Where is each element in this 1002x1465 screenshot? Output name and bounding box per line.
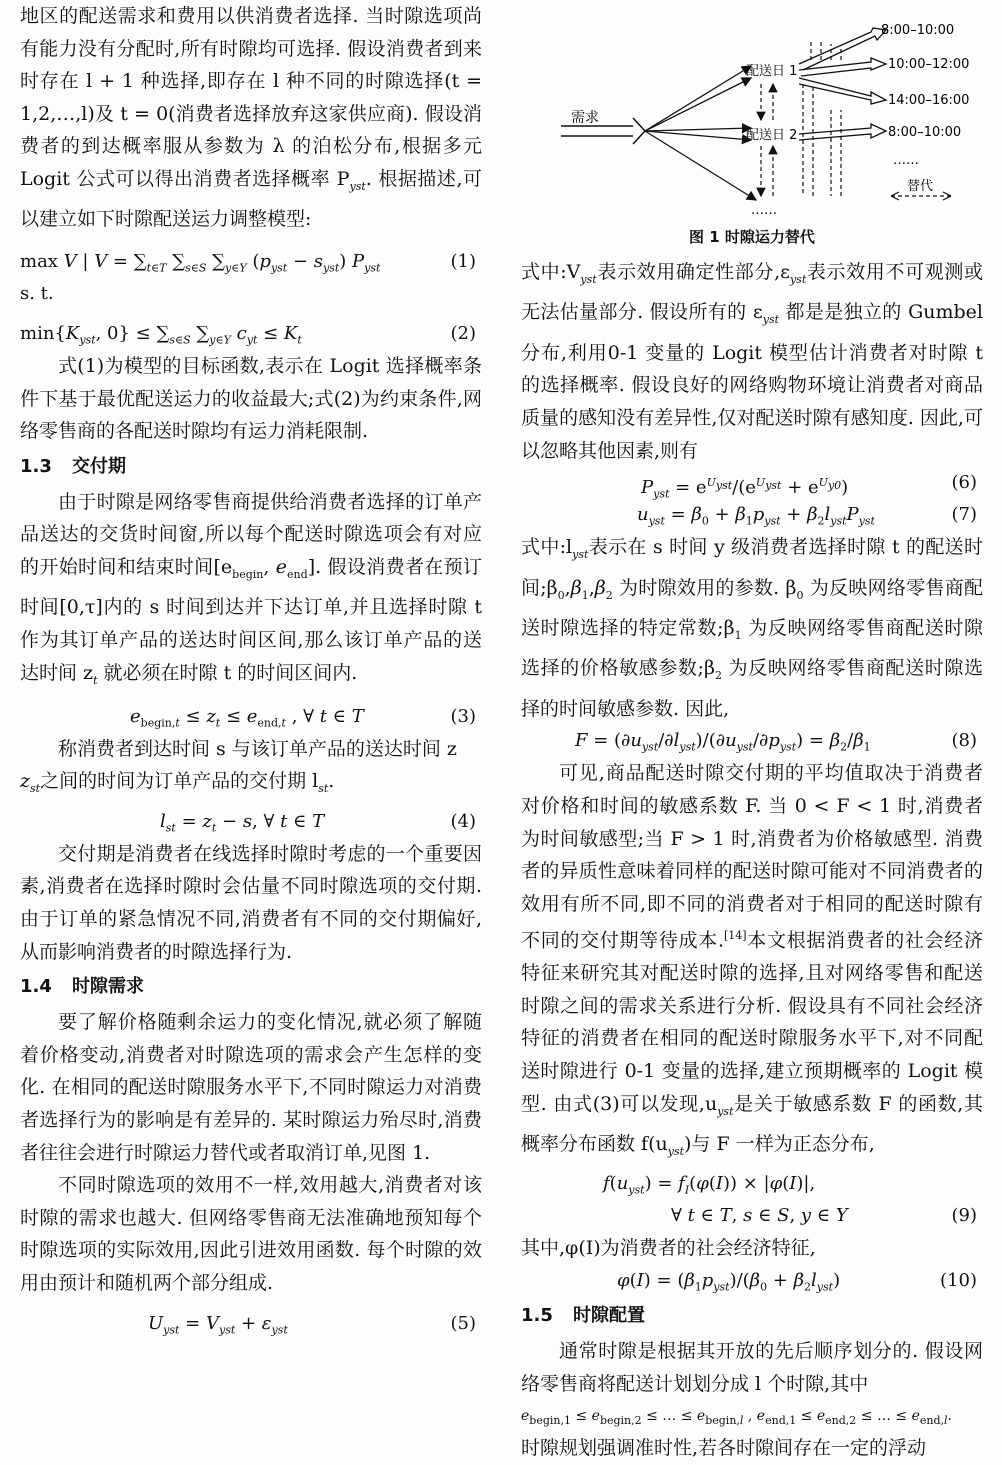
equation-number: (3) (450, 705, 476, 727)
equation-number: (7) (951, 504, 977, 526)
paragraph: 时隙规划强调准时性,若各时隙间存在一定的浮动 (521, 1437, 927, 1460)
left-column (20, 0, 482, 1340)
equation-number: (10) (940, 1269, 977, 1291)
paragraph: 通常时隙是根据其开放的先后顺序划分的. 假设网络零售商将配送计划划分成 l 个时隙,其中 (521, 1339, 983, 1395)
equation-number: (8) (951, 730, 977, 752)
slot-arrows (799, 28, 886, 140)
equation-10: $\varphi(I) = (\beta_1p_{yst})/(\beta_0 + \beta_2l_{yst})$ (10) (521, 1265, 983, 1297)
equation-number: (5) (450, 1312, 476, 1334)
paragraph: 式中$:l_{yst}$表示在 s 时间 y 级消费者选择时隙 t 的配送时间$;\beta_0,\beta_1,\beta_2$ 为时隙效用的参数. $\beta_0$ 为反映网络零售商配送时隙选择的特定常数$;\beta_1$ 为反映网络零售商配送时隙选择的价格敏感参数$;\beta_2$ 为反映网络零售商配送时隙选择的时间敏感参数. 因此, (521, 536, 984, 720)
paragraph: 称消费者到达时间 s 与该订单产品的送达时间 z $z_{st}$之间的时间为订单产品的交付期 $l_{st}$. (20, 737, 457, 796)
demand-arrow (561, 109, 645, 144)
paragraph: 式(1)为模型的目标函数,表示在 Logit 选择概率条件下基于最优配送运力的收益最大;式(2)为约束条件,网络零售商的各配送时隙均有运力消耗限制. (20, 354, 482, 443)
right-column (521, 0, 983, 1465)
paragraph: 要了解价格随剩余运力的变化情况,就必须了解随着价格变动,消费者对时隙选项的需求会产生怎样的变化. 在相同的配送时隙服务水平下,不同时隙运力对消费者选择行为的影响是有差异的. 某时隙运力殆尽时,消费者往往会进行时隙运力替代或者取消订单,见图 1. (20, 1011, 482, 1164)
paragraph: 地区的配送需求和费用以供消费者选择. 当时隙选项尚有能力没有分配时,所有时隙均可选择. 假设消费者到来时存在 l + 1 种选择,即存在 l 种不同的时隙选择(t = 1,2,…,l)及 t = 0(消费者选择放弃这家供应商). 假设消费者的到达概率服从参数为 λ 的泊松分布,根据多元 Logit 公式可以得出消费者选择概率 $P_{yst}$. 根据描述,可以建立如下时隙配送运力调整模型: (20, 5, 483, 231)
equation-4: $l_{st} = z_t - s$, ∀ t ∈ T (4) (20, 806, 482, 838)
slot-substitution-diagram (541, 0, 971, 220)
substitution-legend (891, 179, 951, 200)
slot-label: 8:00–10:00 (888, 125, 962, 140)
paragraph: 其中,φ(I)为消费者的社会经济特征, (521, 1237, 816, 1260)
delivery-day-2-label: 配送日 2 (746, 128, 798, 143)
ellipsis: …… (751, 203, 777, 218)
paragraph: 不同时隙选项的效用不一样,效用越大,消费者对该时隙的需求也越大. 但网络零售商无法准确地预知每个时隙选项的实际效用,因此引进效用函数. 每个时隙的效用由预计和随机两个部分组成. (20, 1174, 482, 1294)
equation-number: (2) (450, 322, 476, 344)
slot-label: 10:00–12:00 (888, 57, 970, 72)
substitute-label: 替代 (907, 179, 934, 194)
branch-lines (645, 66, 756, 200)
paragraph: 由于时隙是网络零售商提供给消费者选择的订单产品送达的交货时间窗,所以每个配送时隙选项会有对应的开始时间和结束时间[$e_{begin}$, $e_{end}$]. 假设消费者在预订时间[0,τ]内的 s 时间到达并下达订单,并且选择时隙 t 作为其订单产品的送达时间区间,那么该订单产品的送达时间 $z_t$ 就必须在时隙 t 的时间区间内. (20, 490, 482, 687)
equation-5: $U_{yst} = V_{yst} + \varepsilon_{yst}$ (5) (20, 1308, 482, 1340)
section-heading-1-3: 1.3 交付期 (20, 455, 126, 477)
inline-equation: $e_{begin,1} \le e_{begin,2}$ ≤ … ≤ $e_{begin,l}$ , $e_{end,1} \le e_{end,2}$ ≤ … ≤ $e_{end,l}$. (521, 1408, 952, 1427)
section-heading-1-5: 1.5 时隙配置 (521, 1304, 645, 1326)
equation-1: max V | $V = \sum_{t\in T}$ $\sum_{s\in S}$ $\sum_{y\in Y}$ $(p_{yst} - s_{yst})$ $P_{yst}$ (1) (20, 246, 482, 278)
figure-caption: 图 1 时隙运力替代 (689, 228, 815, 246)
equation-8: $F = (\partial u_{yst}/\partial l_{yst})/(\partial u_{yst}/\partial p_{yst}) = \beta_2/\beta_1$ (8) (521, 725, 983, 757)
equation-number: (9) (951, 1205, 977, 1227)
demand-label: 需求 (571, 110, 599, 126)
subject-to: s. t. (20, 282, 54, 304)
equation-2: $\min\{K_{yst}$, $0\} \le \sum_{s\in S}$ $\sum_{y\in Y}$ $c_{yt} \le K_t$ (2) (20, 318, 482, 350)
section-heading-1-4: 1.4 时隙需求 (20, 976, 144, 998)
equation-9a: $f(u_{yst}) = f_I(\varphi(I)) \times |\varphi(I)|$, (603, 1173, 816, 1197)
reference-marker: [14] (724, 929, 747, 943)
paragraph: 可见,商品配送时隙交付期的平均值取决于消费者对价格和时间的敏感系数 F. 当 0 < F < 1 时,消费者为时间敏感型;当 F > 1 时,消费者为价格敏感型. 消费者的异质性意味着同样的配送时隙可能对不同消费者的效用有所不同,即不同的消费者对于相同的配送时隙有不同的交付期等待成本.[14]本文根据消费者的社会经济特征来研究其对配送时隙的选择,且对网络零售和配送时隙之间的需求关系进行分析. 假设具有不同社会经济特征的消费者在相同的配送时隙服务水平下,对不同配送时隙进行 0-1 变量的选择,建立预期概率的 Logit 模型. 由式(3)可以发现$,u_{yst}$是关于敏感系数 F 的函数,其概率分布函数 $f(u_{yst})$与 F 一样为正态分布, (521, 762, 983, 1158)
equation-number: (6) (951, 472, 977, 494)
equation-3: $e_{begin,t} \le z_t \le e_{end,t}$ , ∀ t ∈ T (3) (20, 701, 482, 733)
paragraph: 交付期是消费者在线选择时隙时考虑的一个重要因素,消费者在选择时隙时会估量不同时隙选项的交付期. 由于订单的紧急情况不同,消费者有不同的交付期偏好,从而影响消费者的时隙选择行为. (20, 842, 482, 963)
equation-7: $u_{yst} = \beta_0 + \beta_1p_{yst} + \beta_2l_{yst}P_{yst}$ (7) (521, 499, 983, 531)
slot-label: 14:00–16:00 (888, 93, 970, 108)
delivery-day-1-label: 配送日 1 (746, 64, 798, 79)
equation-9b: ∀ t ∈ T, s ∈ S, y ∈ Y (9) (521, 1200, 983, 1232)
equation-number: (1) (450, 250, 476, 272)
equation-6: $P_{yst} = e^{U_{yst}}/(e^{U_{yst}} + e^{U_{y0}})$ (6) (521, 467, 983, 499)
slot-label: 8:00–10:00 (881, 23, 955, 38)
paragraph: 式中$:V_{yst}$表示效用确定性部分$,\varepsilon_{yst}$表示效用不可观测或无法估量部分. 假设所有的 $\varepsilon_{yst}$ 都是是独立的 Gumbel 分布,利用0-1 变量的 Logit 模型估计消费者对时隙 t 的选择概率. 假设良好的网络购物环境让消费者对商品质量的感知没有差异性,仅对配送时隙有感知度. 因此,可以忽略其他因素,则有 (521, 261, 983, 462)
ellipsis: …… (893, 153, 919, 168)
equation-number: (4) (450, 810, 476, 832)
figure-1 (521, 0, 983, 256)
